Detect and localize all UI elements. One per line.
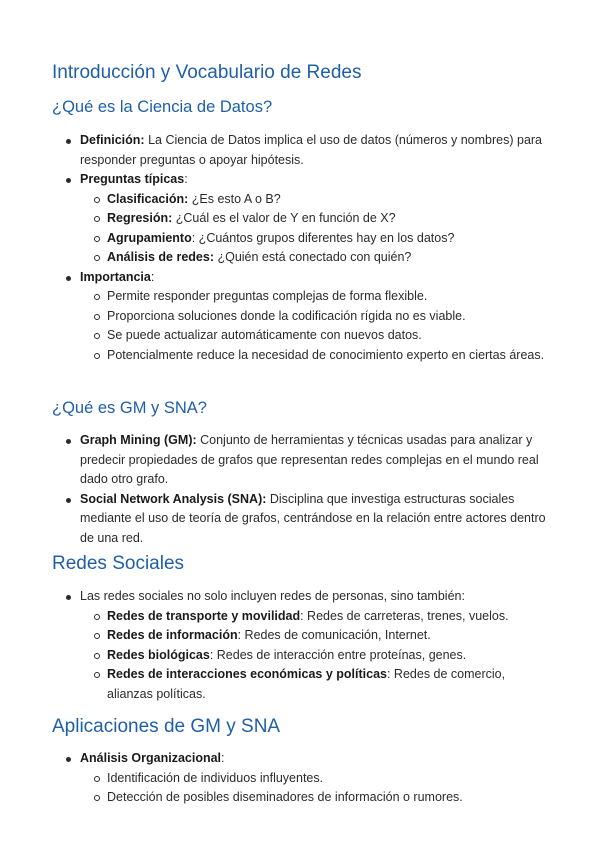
term: Análisis Organizacional [80,751,222,765]
list-item: Permite responder preguntas complejas de forma flexible. [80,287,548,307]
list-item-sna [52,490,548,549]
term: Redes biológicas [107,647,210,662]
section-data-science [52,131,548,365]
text: : Redes de carreteras, trenes, vuelos. [300,608,509,623]
term-importance: Importancia [80,269,151,284]
colon: : [221,751,225,765]
list-item-org-analysis [52,749,548,808]
section-gm-sna [52,431,548,548]
list-item [80,607,548,627]
text: Conjunto de herramientas y técnicas usadas para analizar y predecir propiedades de grafos que representan redes complejas en el mundo real dado otro grafo. [80,433,539,486]
list-item: Detección de posibles diseminadores de información o rumores. [80,788,548,808]
list-item [80,626,548,646]
colon: : [150,269,155,284]
page-title: Introducción y Vocabulario de Redes [52,62,362,83]
list-item: Proporciona soluciones donde la codificación rígida no es viable. [80,307,548,327]
list-item: Se puede actualizar automáticamente con nuevos datos. [80,326,548,346]
term: Clasificación: [107,191,189,206]
term: Regresión: [107,211,173,225]
list-item-gm [52,431,548,490]
text: : ¿Cuántos grupos diferentes hay en los datos? [191,230,455,245]
text: : Redes de interacción entre proteínas, genes. [209,647,467,662]
list-item: Potencialmente reduce la necesidad de conocimiento experto en ciertas áreas. [80,346,548,366]
text: : Redes de comercio, alianzas políticas. [107,667,506,701]
section-applications [52,749,548,808]
term: Redes de transporte y movilidad [107,608,301,623]
colon: : [184,172,188,186]
term: Redes de interacciones económicas y políticas [107,667,387,681]
list-item-importance [52,268,548,366]
text: Las redes sociales no solo incluyen redes de personas, sino también: [80,589,465,603]
text: ¿Cuál es el valor de Y en función de X? [172,211,396,225]
text: ¿Es esto A o B? [188,191,281,206]
list-item [80,229,548,249]
term-questions: Preguntas típicas [80,172,185,186]
text: ¿Quién está conectado con quién? [214,250,412,264]
term: Redes de información [107,628,238,642]
list-item [80,209,548,229]
term-definition: Definición: [80,133,145,147]
list-item [80,646,548,666]
list-item: Identificación de individuos influyentes. [80,769,548,789]
list-item-definition [52,131,548,170]
list-item-intro [52,587,548,704]
heading-data-science: ¿Qué es la Ciencia de Datos? [52,98,273,116]
heading-gm-sna: ¿Qué es GM y SNA? [52,399,207,417]
term: Social Network Analysis (SNA): [80,491,267,506]
term: Análisis de redes: [107,250,214,264]
list-item [80,665,548,704]
term: Agrupamiento [107,230,192,245]
heading-social-networks: Redes Sociales [52,553,185,574]
text: Disciplina que investiga estructuras sociales mediante el uso de teoría de grafos, centrándose en la relación entre actores dentro de una red. [80,491,546,545]
term: Graph Mining (GM): [80,433,197,447]
list-item [80,190,548,210]
list-item-questions [52,170,548,268]
heading-applications: Aplicaciones de GM y SNA [52,716,281,737]
text-definition: La Ciencia de Datos implica el uso de datos (números y nombres) para responder preguntas o apoyar hipótesis. [80,133,543,167]
text: : Redes de comunicación, Internet. [237,628,431,642]
section-social-networks [52,587,548,704]
list-item [80,248,548,268]
